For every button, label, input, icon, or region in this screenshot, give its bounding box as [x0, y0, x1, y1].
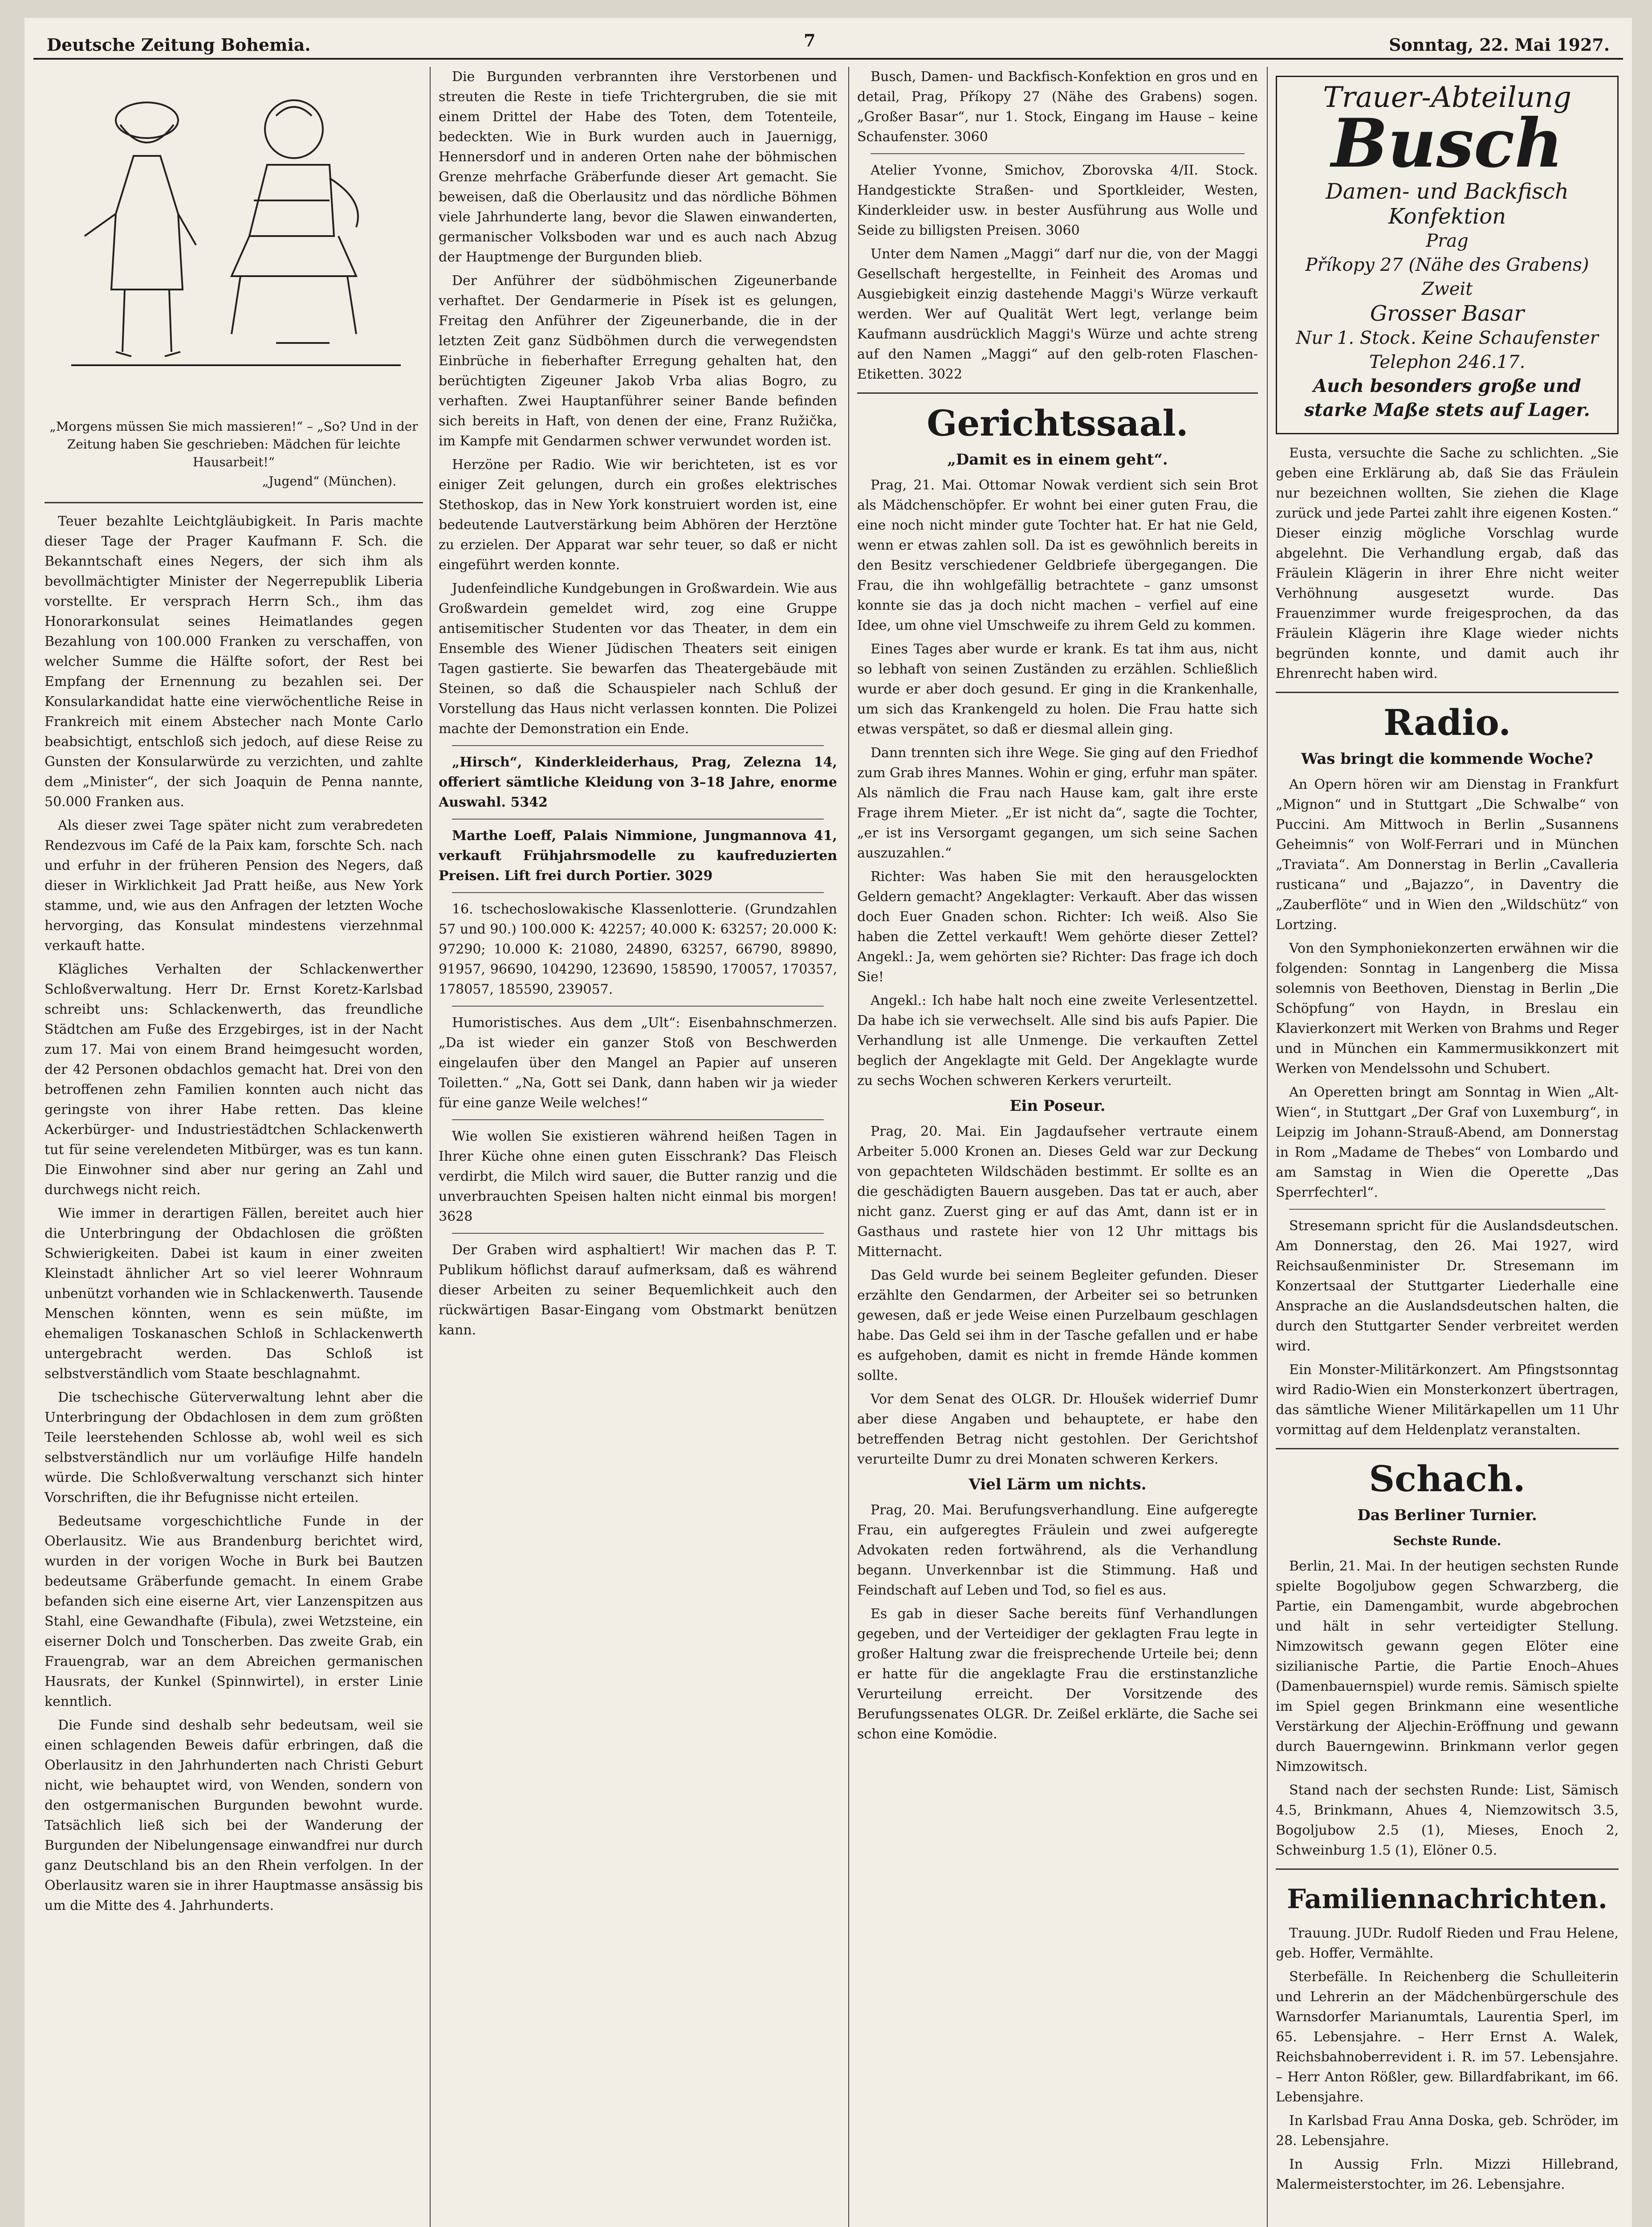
- divider: [452, 892, 824, 893]
- column-rule: [430, 67, 431, 2227]
- article-title: Was bringt die kommende Woche?: [1301, 750, 1593, 768]
- divider: [857, 392, 1258, 394]
- column-rule: [1267, 67, 1268, 2227]
- ad-subtitle: Damen- und Backfisch Konfektion: [1326, 179, 1569, 229]
- cartoon-source: „Jugend“ (München).: [262, 474, 396, 489]
- ad-city: Prag: [1426, 231, 1469, 251]
- section-heading-radio: Radio.: [1383, 702, 1511, 743]
- cartoon-caption: „Morgens müssen Sie mich massieren!“ – „So? Und in der Zeitung haben Sie geschrieben: Mädchen für leichte Hausarbeit!“: [49, 419, 418, 469]
- article-paragraph: Prag, 20. Mai. Berufungsverhandlung. Eine aufgeregte Frau, ein aufgeregtes Fräulein und zwei aufgeregte Advokaten reden fortwährend, als die Verhandlung begann. Unverkennbar ist die Stimmung. Haß und Feindschaft auf Leben und Tod, so fiel es aus.: [857, 1502, 1258, 1598]
- article-title: Das Berliner Turnier.: [1357, 1506, 1537, 1524]
- page-header: [33, 22, 1623, 60]
- ad-phone: Telephon 246.17.: [1369, 352, 1526, 372]
- article-paragraph: Trauung. JUDr. Rudolf Rieden und Frau Helene, geb. Hoffer, Vermählte.: [1276, 1925, 1619, 1961]
- article-paragraph: Eusta, versuchte die Sache zu schlichten. „Sie geben eine Erklärung ab, daß Sie das Fräulein nur bezeichnen wollten, Sie ziehen die Klage zurück und jede Partei zahlt ihre eigenen Kosten.“ Dieser einzig mögliche Vorschlag wurde abgelehnt. Die Verhandlung ergab, daß das Fräulein Klägerin in ihrer Ehre nicht weiter Verhöhnung ausgesetzt wurde. Das Frauenzimmer wurde freigesprochen, da das Fräulein Klägerin ihre Klage wieder nichts begründen konnte, und damit auch ihr Ehrenrecht haben wird.: [1276, 445, 1619, 681]
- cartoon-drawing: [45, 67, 419, 405]
- column-1: [45, 67, 423, 2227]
- article-paragraph: Stresemann spricht für die Auslandsdeutschen. Am Donnerstag, den 26. Mai 1927, wird Reichsaußenminister Dr. Stresemann im Konzertsaal der Stuttgarter Liederhalle eine Ansprache an die Auslandsdeutschen halten, die durch den Stuttgarter Sender verbreitet werden wird.: [1276, 1218, 1619, 1354]
- article-paragraph: Als dieser zwei Tage später nicht zum verabredeten Rendezvous im Café de la Paix kam, forschte Sch. nach und erfuhr in der früheren Pension des Negers, daß dieser in Wirklichkeit Jad Pratt heiße, aus New York stamme, und, wie aus den Anfragen der letzten Woche hervorging, das Konsulat mindestens vierzehnmal verkauft hatte.: [45, 818, 423, 954]
- article-paragraph: Berlin, 21. Mai. In der heutigen sechsten Runde spielte Bogoljubow gegen Schwarzberg, die Partie, ein Damengambit, wurde abgebrochen und hält in sehr verteidigter Stellung. Nimzowitsch gewann gegen Elöter eine sizilianische Partie, die Partie Enoch–Ahues (Damenbauernspiel) wurde remis. Sämisch spielte im Spiel gegen Brinkmann eine wesentliche Verstärkung der Aljechin-Eröffnung und gewann durch Bauerngewinn. Brinkmann verlor gegen Nimzowitsch.: [1276, 1558, 1619, 1774]
- ad-brand-name: Busch: [1331, 104, 1563, 183]
- article-title: Ein Poseur.: [1009, 1097, 1106, 1115]
- article-paragraph: Angekl.: Ich habe halt noch eine zweite Verlesentzettel. Da habe ich sie verwechselt. Alle sind bis aufs Papier. Die Verhandlung ist alle Unmenge. Die verkauften Zettel beglich der Angeklagte mit Geld. Der Angeklagte wurde zu sechs Wochen schweren Kerkers verurteilt.: [857, 993, 1258, 1089]
- article-title: Viel Lärm um nichts.: [968, 1476, 1147, 1493]
- article-paragraph: An Opern hören wir am Dienstag in Frankfurt „Mignon“ und in Stuttgart „Die Schwalbe“ von Puccini. Am Mittwoch in Berlin „Susannens Geheimnis“ von Wolf-Ferrari und in München „Traviata“. Am Donnerstag in Berlin „Cavalleria rusticana“ und „Bajazzo“, in Daventry die „Zauberflöte“ und in Wien den „Wildschütz“ von Lortzing.: [1276, 777, 1619, 933]
- masthead: Deutsche Zeitung Bohemia.: [47, 35, 311, 55]
- article-paragraph: In Karlsbad Frau Anna Doska, geb. Schröder, im 28. Lebensjahre.: [1276, 2113, 1619, 2149]
- column-4: [1276, 67, 1619, 2227]
- cartoon-illustration: [45, 67, 423, 414]
- article-paragraph: Es gab in dieser Sache bereits fünf Verhandlungen gegeben, und der Verteidiger der geklagten Frau legte in großer Haltung zwar die freisprechende Urteile bei; denn er hatte für die angeklagte Frau die erstinstanzliche Verurteilung erreicht. Der Vorsitzende des Berufungssenates OLGR. Dr. Zeißel erklärte, die Sache sei schon eine Komödie.: [857, 1606, 1258, 1742]
- article-paragraph: Von den Symphoniekonzerten erwähnen wir die folgenden: Sonntag in Langenberg die Missa solemnis von Beethoven, Dienstag in Berlin „Die Schöpfung“ von Haydn, in Breslau ein Klavierkonzert mit Werken von Brahms und Reger und in München ein Kammermusikkonzert mit Werken von Mendelssohn und Schubert.: [1276, 941, 1619, 1077]
- section-heading-gerichtssaal: Gerichtssaal.: [927, 402, 1188, 444]
- ad-department: Trauer-Abteilung: [1323, 81, 1571, 114]
- lottery-results: 16. tschechoslowakische Klassenlotterie. (Grundzahlen 57 und 90.) 100.000 K: 42257; 40.000 K: 63257; 20.000 K: 97290; 10.000 K: 21080, 24890, 63257, 66790, 89890, 91957, 96690, 104290, 123690, 158590, 170057, 170357, 178057, 185590, 239057.: [439, 901, 837, 997]
- article-paragraph: Klägliches Verhalten der Schlackenwerther Schloßverwaltung. Herr Dr. Ernst Koretz-Karlsbad schreibt uns: Schlackenwerth, das freundliche Städtchen am Fuße des Erzgebirges, ist in der Nacht zum 17. Mai von einem Brand heimgesucht worden, der 42 Personen obdachlos gemacht hat. Drei von den betroffenen zehn Familien konnten auch nicht das geringste von ihrer Habe retten. Das kleine Ackerbürger- und Industriestädtchen Schlackenwerth tut für seine verelendeten Mitbürger, was es tun kann. Die Einwohner sind aber nur gering an Zahl und durchwegs nicht reich.: [45, 962, 423, 1198]
- busch-advertisement: [1276, 76, 1619, 434]
- page-number: 7: [804, 30, 816, 50]
- article-paragraph: Der Anführer der südböhmischen Zigeunerbande verhaftet. Der Gendarmerie in Písek ist es gelungen, Freitag den Anführer der Zigeunerbande, die in der letzten Zeit ganz Südböhmen durch die verwegendsten Einbrüche in fieberhafter Erregung gehalten hat, den berüchtigten Zigeuner Jakob Vrba alias Bogro, zu verhaften. Zwei Hauptanführer seiner Bande befinden sich bereits in Haft, von denen der eine, Franz Ružička, im Kampfe mit Gendarmen schwer verwundet worden ist.: [439, 273, 837, 449]
- divider: [452, 819, 824, 820]
- divider: [1276, 1868, 1619, 1870]
- article-title: „Damit es in einem geht“.: [947, 451, 1168, 469]
- divider: [1276, 692, 1619, 693]
- divider: [1276, 1448, 1619, 1449]
- article-paragraph: Bedeutsame vorgeschichtliche Funde in der Oberlausitz. Wie aus Brandenburg berichtet wird, wurden in der vorigen Woche in Burk bei Bautzen bedeutsame Gräberfunde gemacht. In einem Grabe befanden sich eine eiserne Art, vier Lanzenspitzen aus Stahl, eine Gewandhafte (Fibula), zwei Wetzsteine, ein eiserner Dolch und Tonscherben. Das zweite Grab, ein Frauengrab, war an dem Abreichen germanischen Hausrats, der Kunkel (Spinnwirtel), in erster Linie kenntlich.: [45, 1513, 423, 1709]
- column-rule: [848, 67, 849, 2227]
- ad-basar: Grosser Basar: [1370, 301, 1525, 326]
- article-paragraph: In Aussig Frln. Mizzi Hillebrand, Malermeisterstochter, im 26. Lebensjahre.: [1276, 2157, 1619, 2192]
- article-paragraph: Die Funde sind deshalb sehr bedeutsam, weil sie einen schlagenden Beweis dafür erbringen, daß die Oberlausitz in den Jahrhunderten nach Christi Geburt nicht, wie behauptet wird, von Wenden, sondern von den ostgermanischen Burgunden bewohnt wurde. Tatsächlich ließ sich bei der Wanderung der Burgunden der Nibelungensage einwandfrei nur durch ganz Deutschland bis an den Rhein verfolgen. In der Oberlausitz waren sie in ihrer Hauptmasse ansässig bis um die Mitte des 4. Jahrhunderts.: [45, 1717, 423, 1913]
- ad-floor: Nur 1. Stock. Keine Schaufenster: [1296, 328, 1599, 348]
- advertisement-notice: Atelier Yvonne, Smichov, Zborovska 4/II. Stock. Handgestickte Straßen- und Sportkleider, Westen, Kinderkleider usw. in bester Ausführung aus Wolle und Seide zu billigsten Preisen. 3060: [857, 163, 1258, 238]
- advertisement-notice: Wie wollen Sie existieren während heißen Tagen in Ihrer Küche ohne einen guten Eisschrank? Das Fleisch verdirbt, die Milch wird sauer, die Butter ranzig und die unverbrauchten Speisen halten nicht einmal bis morgen! 3628: [439, 1129, 837, 1224]
- article-paragraph: Dann trennten sich ihre Wege. Sie ging auf den Friedhof zum Grab ihres Mannes. Wohin er ging, erfuhr man später. Als nämlich die Frau nach Hause kam, galt ihre erste Frage ihrem Mieter. „Er ist nicht da“, sagte die Tochter, „er ist ins Versorgamt gegangen, um sich seine Sachen auszuzahlen.“: [857, 745, 1258, 861]
- column-3: [857, 67, 1258, 2227]
- divider: [871, 153, 1245, 154]
- article-paragraph: Sterbefälle. In Reichenberg die Schulleiterin und Lehrerin an der Mädchenbürgerschule des Warnsdorfer Marianumtals, Laurentia Sperl, im 65. Lebensjahre. – Herr Ernst A. Walek, Reichsbahnoberrevident i. R. im 57. Lebensjahre. – Herr Anton Rößler, gew. Billardfabrikant, im 66. Lebensjahre.: [1276, 1969, 1619, 2105]
- section-heading-familiennachrichten: Familiennachrichten.: [1287, 1884, 1607, 1915]
- article-paragraph: Prag, 20. Mai. Ein Jagdaufseher vertraute einem Arbeiter 5.000 Kronen an. Dieses Geld war zur Deckung von gepachteten Wildschäden bestimmt. Er sollte es an die geschädigten Bauern ausgeben. Das tat er auch, aber nicht ganz. Zuerst ging er auf das Amt, dann ist er in Gasthaus und rastete hier von 12 Uhr mittags bis Mitternacht.: [857, 1124, 1258, 1260]
- article-paragraph: Eines Tages aber wurde er krank. Es tat ihm aus, nicht so lebhaft von seinen Zuständen zu erzählen. Schließlich wurde er aber doch gesund. Er ging in die Krankenhalle, um sich das Krankengeld zu holen. Die Frau hatte sich etwas verspätet, so daß er diesmal allein ging.: [857, 641, 1258, 737]
- article-paragraph: Teuer bezahlte Leichtgläubigkeit. In Paris machte dieser Tage der Prager Kaufmann F. Sch. die Bekanntschaft eines Negers, der sich ihm als bevollmächtigter Minister der Negerrepublik Liberia vorstellte. Er versprach Herrn Sch., ihm das Honorarkonsulat seines Heimatlandes gegen Bezahlung von 100.000 Franken zu verschaffen, von welcher Summe die Hälfte sofort, der Rest bei Empfang der Ernennung zu bezahlen sei. Der Konsularkandidat hatte eine vierwöchentliche Reise in Frankreich mit einem Abstecher nach Monte Carlo beabsichtigt, entschloß sich jedoch, auf diese Reise zu Gunsten der Konsularwürde zu verzichten, und zahlte dem „Minister“, der sich Joaquin de Penna nannte, 50.000 Franken aus.: [45, 514, 423, 810]
- divider: [452, 1233, 824, 1234]
- advertisement-notice: Unter dem Namen „Maggi“ darf nur die, von der Maggi Gesellschaft hergestellte, in Feinheit des Aromas und Ausgiebigkeit einzig dastehende Maggi's Würze verkauft werden. Wer auf Qualität Wert legt, verlange beim Kaufmann ausdrücklich Maggi's Würze und achte streng auf den Namen „Maggi“ auf den gelb-roten Flaschen-Etiketten. 3022: [857, 246, 1258, 382]
- divider: [45, 502, 423, 503]
- advertisement-notice: Busch, Damen- und Backfisch-Konfektion en gros und en detail, Prag, Příkopy 27 (Nähe des Grabens) sogen. „Großer Basar“, nur 1. Stock, Eingang im Hause – keine Schaufenster. 3060: [857, 69, 1258, 145]
- divider: [1289, 1209, 1605, 1210]
- divider: [452, 745, 824, 746]
- divider: [452, 1119, 824, 1120]
- ad-note: Auch besonders große und starke Maße stets auf Lager.: [1304, 375, 1590, 420]
- column-2: [439, 67, 837, 2227]
- ad-address: Příkopy 27 (Nähe des Grabens) Zweit: [1305, 255, 1589, 299]
- article-paragraph: Herzöne per Radio. Wie wir berichteten, ist es vor einiger Zeit gelungen, durch ein großes elektrisches Stethoskop, das in New York konstruiert worden ist, eine bedeutende Lautverstärkung beim Abhören der Herztöne zu erzielen. Der Apparat war sehr teuer, so daß er nicht eingeführt werden konnte.: [439, 457, 837, 573]
- article-paragraph: Prag, 21. Mai. Ottomar Nowak verdient sich sein Brot als Mädchenschöpfer. Er wohnt bei einer guten Frau, die eine noch nicht minder gute Tochter hat. Er hat nie Geld, wenn er etwas zahlen soll. Da ist es gewöhnlich bereits in den Besitz verschiedener Geldbriefe übergegangen. Die Frau, die ihn wohlgefällig betrachtete – ganz umsonst konnte sie das ja doch nicht machen – verfiel auf eine Idee, um ohne viel Umschweife zu ihrem Geld zu kommen.: [857, 477, 1258, 633]
- article-paragraph: Richter: Was haben Sie mit den herausgelockten Geldern gemacht? Angeklagter: Verkauft. Aber das wissen doch Euer Gnaden schon. Richter: Ich weiß. Also Sie haben die Zettel verkauft! Wem gehörte dieser Zettel? Angekl.: Ja, wem gehörten sie? Richter: Das frage ich doch Sie!: [857, 869, 1258, 985]
- article-paragraph: Die tschechische Güterverwaltung lehnt aber die Unterbringung der Obdachlosen in dem zum größten Teile leerstehenden Schlosse ab, wohl weil es sich selbstverständlich nur um vorläufige Hilfe handeln würde. Die Schloßverwaltung verschanzt sich hinter Vorschriften, die ihr Befugnisse nicht erteilen.: [45, 1390, 423, 1505]
- article-paragraph: Judenfeindliche Kundgebungen in Großwardein. Wie aus Großwardein gemeldet wird, zog eine Gruppe antisemitischer Studenten vor das Theater, in dem ein Ensemble des Wiener Jüdischen Theaters seit einigen Tagen gastierte. Sie bewarfen das Theatergebäude mit Steinen, so daß die Schauspieler nach Schluß der Vorstellung das Haus nicht verlassen konnten. Die Polizei machte der Demonstration ein Ende.: [439, 581, 837, 737]
- issue-date: Sonntag, 22. Mai 1927.: [1389, 35, 1610, 55]
- section-heading-schach: Schach.: [1369, 1458, 1526, 1500]
- article-paragraph: Vor dem Senat des OLGR. Dr. Hloušek widerrief Dumr aber diese Angaben und behauptete, er habe den betreffenden Betrag nicht gestohlen. Der Gerichtshof verurteilte Dumr zu drei Monaten schweren Kerkers.: [857, 1391, 1258, 1467]
- article-paragraph: Die Burgunden verbrannten ihre Verstorbenen und streuten die Reste in tiefe Trichtergruben, die sie mit einem Drittel der Habe des Toten, dem Totenteile, bedeckten. Wie in Burk wurden auch in Jauernigg, Hennersdorf und in anderen Orten nahe der böhmischen Grenze mehrfache Gräberfunde dieser Art gemacht. Sie beweisen, daß die Oberlausitz und das nördliche Böhmen viele Jahrhunderte lang, bevor die Slawen einwanderten, germanischer Volksboden war und es auch nach Abzug der Hauptmenge der Burgunden blieb.: [439, 69, 837, 265]
- article-paragraph: Das Geld wurde bei seinem Begleiter gefunden. Dieser erzählte den Gendarmen, der Arbeiter sei so betrunken gewesen, daß er jede Weise einen Purzelbaum geschlagen habe. Das Geld sei ihm in der Tasche gefallen und er habe es aufgehoben, damit es nicht in fremde Hände kommen sollte.: [857, 1268, 1258, 1383]
- article-paragraph: Humoristisches. Aus dem „Ult“: Eisenbahnschmerzen. „Da ist wieder ein ganzer Stoß von Beschwerden eingelaufen über den Mangel an Papier auf unseren Toiletten.“ „Na, Gott sei Dank, dann haben wir ja wieder für eine ganze Weile welches!“: [439, 1015, 837, 1111]
- advertisement-notice: „Hirsch“, Kinderkleiderhaus, Prag, Zelezna 14, offeriert sämtliche Kleidung von 3–18 Jahre, enorme Auswahl. 5342: [439, 755, 837, 810]
- advertisement-notice: Der Graben wird asphaltiert! Wir machen das P. T. Publikum höflichst darauf aufmerksam, daß es während dieser Arbeiten zu seiner Bequemlichkeit auch den rückwärtigen Basar-Eingang vom Obstmarkt benützen kann.: [439, 1242, 837, 1338]
- article-paragraph: Wie immer in derartigen Fällen, bereitet auch hier die Unterbringung der Obdachlosen die größten Schwierigkeiten. Dabei ist kaum in einer zweiten Kleinstadt ähnlicher Art so viel leerer Wohnraum unbenützt vorhanden wie in Schlackenwerth. Tausende Menschen könnten, wenn es sein müßte, im ehemaligen Toskanaschen Schloß in Schlackenwerth untergebracht werden. Das Schloß ist selbstverständlich vom Staate beschlagnahmt.: [45, 1206, 423, 1382]
- newspaper-page: [24, 18, 1632, 2227]
- article-paragraph: Stand nach der sechsten Runde: List, Sämisch 4.5, Brinkmann, Ahues 4, Niemzowitsch 3.5, Bogoljubow 2.5 (1), Mieses, Enoch 2, Schweinburg 1.5 (1), Elöner 0.5.: [1276, 1782, 1619, 1858]
- article-subtitle: Sechste Runde.: [1393, 1534, 1501, 1548]
- divider: [452, 1006, 824, 1007]
- article-paragraph: An Operetten bringt am Sonntag in Wien „Alt-Wien“, in Stuttgart „Der Graf von Luxemburg“, in Leipzig im Johann-Strauß-Abend, am Donnerstag in Rom „Madame de Thebes“ von Lombardo und am Samstag in Wien die Operette „Das Sperrfechterl“.: [1276, 1085, 1619, 1200]
- article-paragraph: Ein Monster-Militärkonzert. Am Pfingstsonntag wird Radio-Wien ein Monsterkonzert übertragen, das sämtliche Wiener Militärkapellen um 11 Uhr vormittag auf dem Heldenplatz veranstalten.: [1276, 1362, 1619, 1438]
- advertisement-notice: Marthe Loeff, Palais Nimmione, Jungmannova 41, verkauft Frühjahrsmodelle zu kaufreduzierten Preisen. Lift frei durch Portier. 3029: [439, 828, 837, 884]
